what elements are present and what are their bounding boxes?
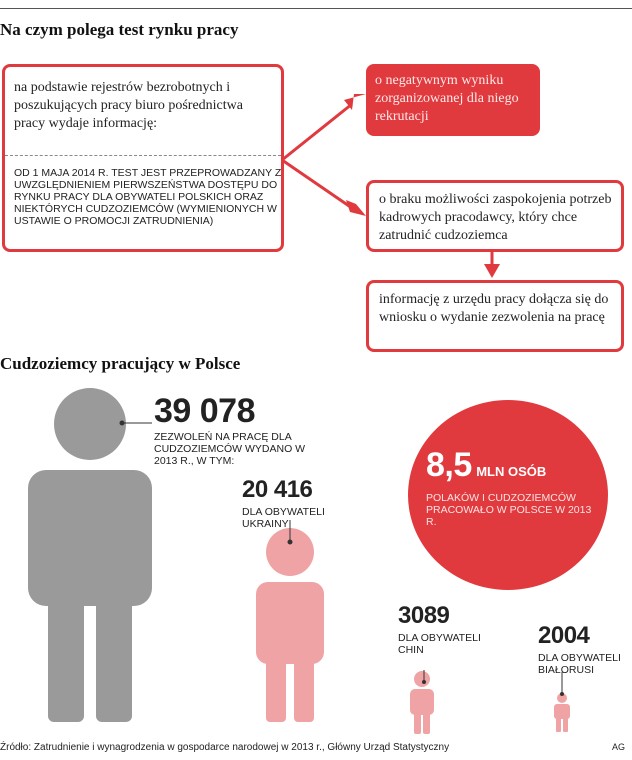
lack-possibility-box [366, 180, 624, 252]
china-permits-label: DLA OBYWATELI CHIN [398, 632, 481, 656]
section-title-foreigners: Cudzoziemcy pracujący w Polsce [0, 354, 241, 373]
main-info-text: na podstawie rejestrów bezrobotnych i poszukujących pracy biuro pośrednictwa pracy wydaje informację: [14, 80, 243, 131]
source-note: Źródło: Zatrudnienie i wynagrodzenia w gospodarce narodowej w 2013 r., Główny Urząd Statystyczny [0, 742, 450, 753]
workforce-circle [408, 400, 608, 590]
belarus-permits-value: 2004 [538, 622, 590, 649]
credit-mark: AG [612, 742, 626, 752]
arrowhead-down [484, 264, 500, 278]
total-permits-label: ZEZWOLEŃ NA PRACĘ DLA CUDZOZIEMCÓW WYDANO W 2013 R., W TYM: [154, 431, 306, 467]
attach-info-box [366, 280, 624, 352]
total-permits-value: 39 078 [154, 392, 255, 430]
section-title-labor-test: Na czym polega test rynku pracy [0, 20, 239, 39]
negative-result-box [366, 64, 540, 136]
workforce-value: 8,5 [426, 446, 472, 484]
workforce-unit: MLN OSÓB [476, 464, 547, 479]
lack-possibility-text: o braku możliwości zaspokojenia potrzeb kadrowych pracodawcy, który chce zatrudnić cudzoziemca [379, 192, 612, 243]
negative-result-text: o negatywnym wyniku zorganizowanej dla niego rekrutacji [375, 73, 519, 124]
main-info-divider [5, 155, 281, 156]
arrowhead-lack [346, 200, 366, 216]
ukraine-permits-label: DLA OBYWATELI UKRAINY [242, 506, 325, 530]
connector-to-lack [282, 160, 352, 208]
main-info-note: OD 1 MAJA 2014 R. TEST JEST PRZEPROWADZANY Z UWZGLĘDNIENIEM PIERWSZEŃSTWA DOSTĘPU DO RYNKU PRACY DLA OBYWATELI POLSKICH ORAZ NIEKTÓRYCH CUDZOZIEMCÓW (WYMIENIONYCH W USTAWIE O PROMOCJI ZATRUDNIENIA) [14, 167, 282, 227]
connector-to-negative [282, 104, 352, 160]
attach-info-text: informację z urzędu pracy dołącza się do wniosku o wydanie zezwolenia na pracę [379, 292, 609, 325]
workforce-label: POLAKÓW I CUDZOZIEMCÓW PRACOWAŁO W POLSCE W 2013 R. [426, 492, 592, 528]
main-info-box [2, 64, 284, 252]
ukraine-permits-value: 20 416 [242, 476, 313, 503]
china-permits-value: 3089 [398, 602, 450, 629]
belarus-permits-label: DLA OBYWATELI BIAŁORUSI [538, 652, 621, 676]
